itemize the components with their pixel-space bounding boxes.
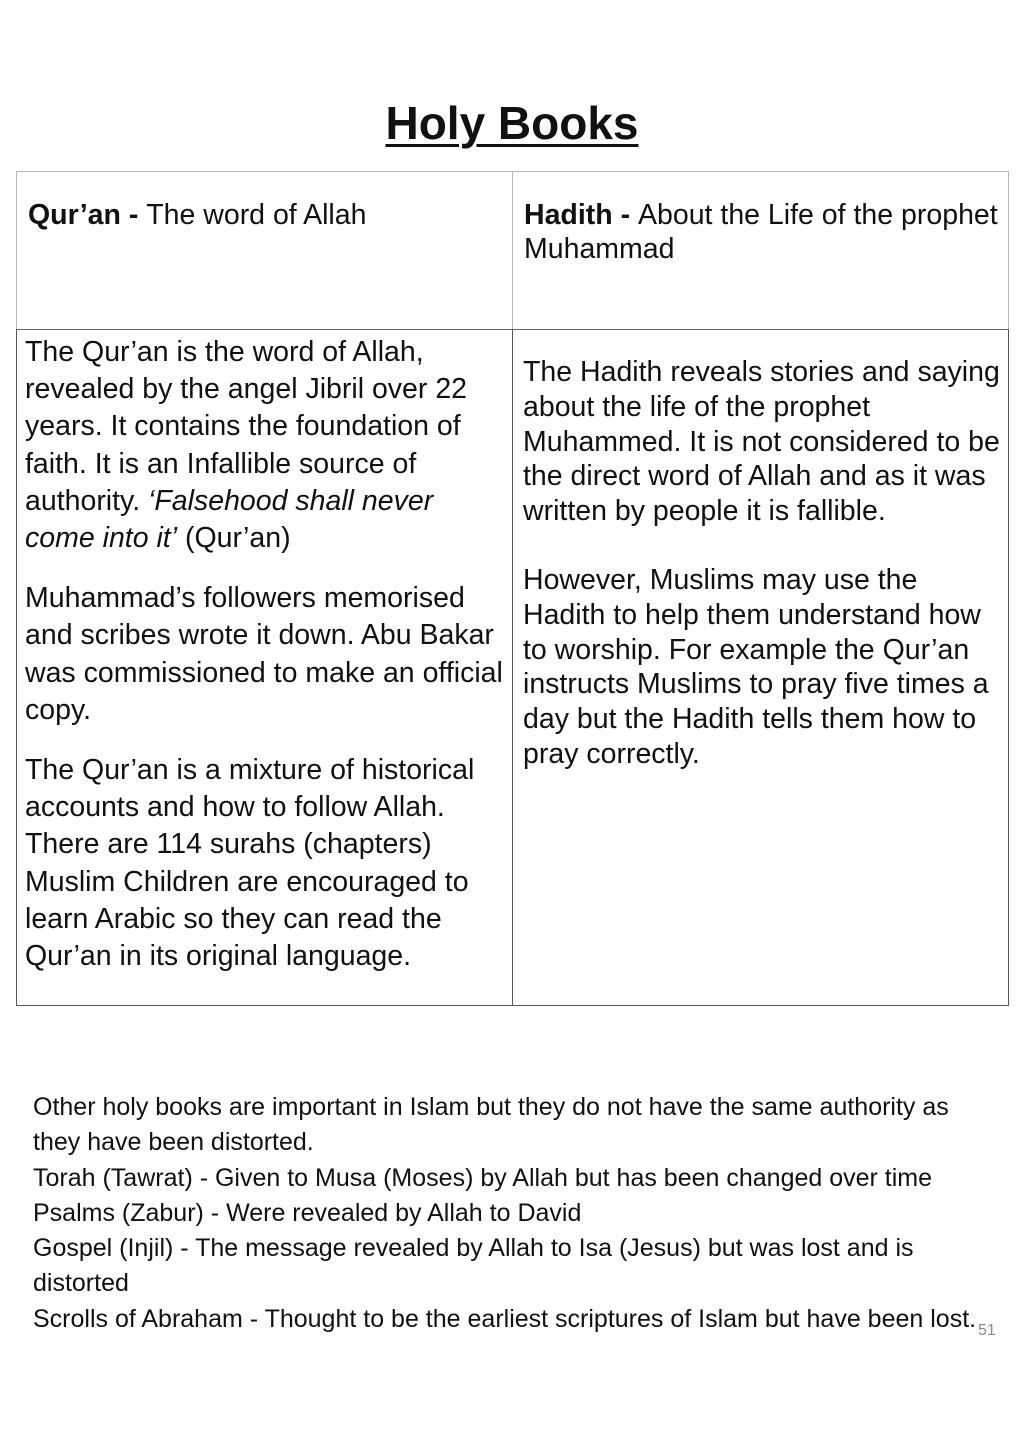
- quran-heading-text: The word of Allah: [146, 199, 367, 231]
- hadith-header-cell: [513, 172, 1009, 330]
- quran-paragraph-1: [25, 334, 506, 557]
- quran-header-cell: [17, 172, 513, 330]
- hadith-heading: [524, 198, 998, 266]
- page-title: Holy Books: [385, 97, 639, 149]
- holy-books-table: [16, 171, 1009, 1006]
- quran-paragraph-2: Muhammad’s followers memorised and scribes wrote it down. Abu Bakar was commissioned to make an official copy.: [25, 582, 503, 726]
- hadith-body-cell: [513, 330, 1009, 1006]
- notes-line: Torah (Tawrat) - Given to Musa (Moses) by Allah but has been changed over time: [33, 1163, 933, 1192]
- hadith-paragraph-1: The Hadith reveals stories and saying about the life of the prophet Muhammed. It is not considered to be the direct word of Allah and as it was written by people it is fallible.: [523, 356, 1000, 528]
- notes-line: Gospel (Injil) - The message revealed by Allah to Isa (Jesus) but was lost and is distorted: [33, 1234, 914, 1298]
- hadith-heading-bold: Hadith -: [524, 199, 638, 231]
- quran-quote-source: (Qur’an): [177, 522, 291, 555]
- hadith-heading-text: About the Life of the prophet Muhammad: [524, 199, 998, 265]
- hadith-paragraph-2: However, Muslims may use the Hadith to help them understand how to worship. For example the Qur’an instructs Muslims to pray five times a day but the Hadith tells them how to pray correctly.: [523, 563, 989, 770]
- page-number: 51: [978, 1322, 996, 1339]
- notes-line: Other holy books are important in Islam but they do not have the same authority as they have been distorted.: [33, 1093, 949, 1157]
- table-header-row: [17, 172, 1009, 330]
- quran-quote: ‘Falsehood shall never come into it’: [25, 484, 434, 555]
- quran-body-cell: [17, 330, 513, 1006]
- notes-line: Psalms (Zabur) - Were revealed by Allah to David: [33, 1198, 582, 1227]
- notes-line: Scrolls of Abraham - Thought to be the earliest scriptures of Islam but have been lost.: [33, 1304, 977, 1333]
- quran-heading: [28, 198, 502, 232]
- table-body-row: [17, 330, 1009, 1006]
- quran-paragraph-3: The Qur’an is a mixture of historical accounts and how to follow Allah. There are 114 surahs (chapters) Muslim Children are encouraged to learn Arabic so they can read the Qur’an in its original language.: [25, 754, 475, 973]
- quran-heading-bold: Qur’an -: [28, 199, 147, 231]
- quran-paragraph-1-text: The Qur’an is the word of Allah, revealed by the angel Jibril over 22 years. It contains the foundation of faith. It is an Infallible source of authority.: [25, 336, 468, 517]
- other-holy-books-notes: [33, 1090, 983, 1337]
